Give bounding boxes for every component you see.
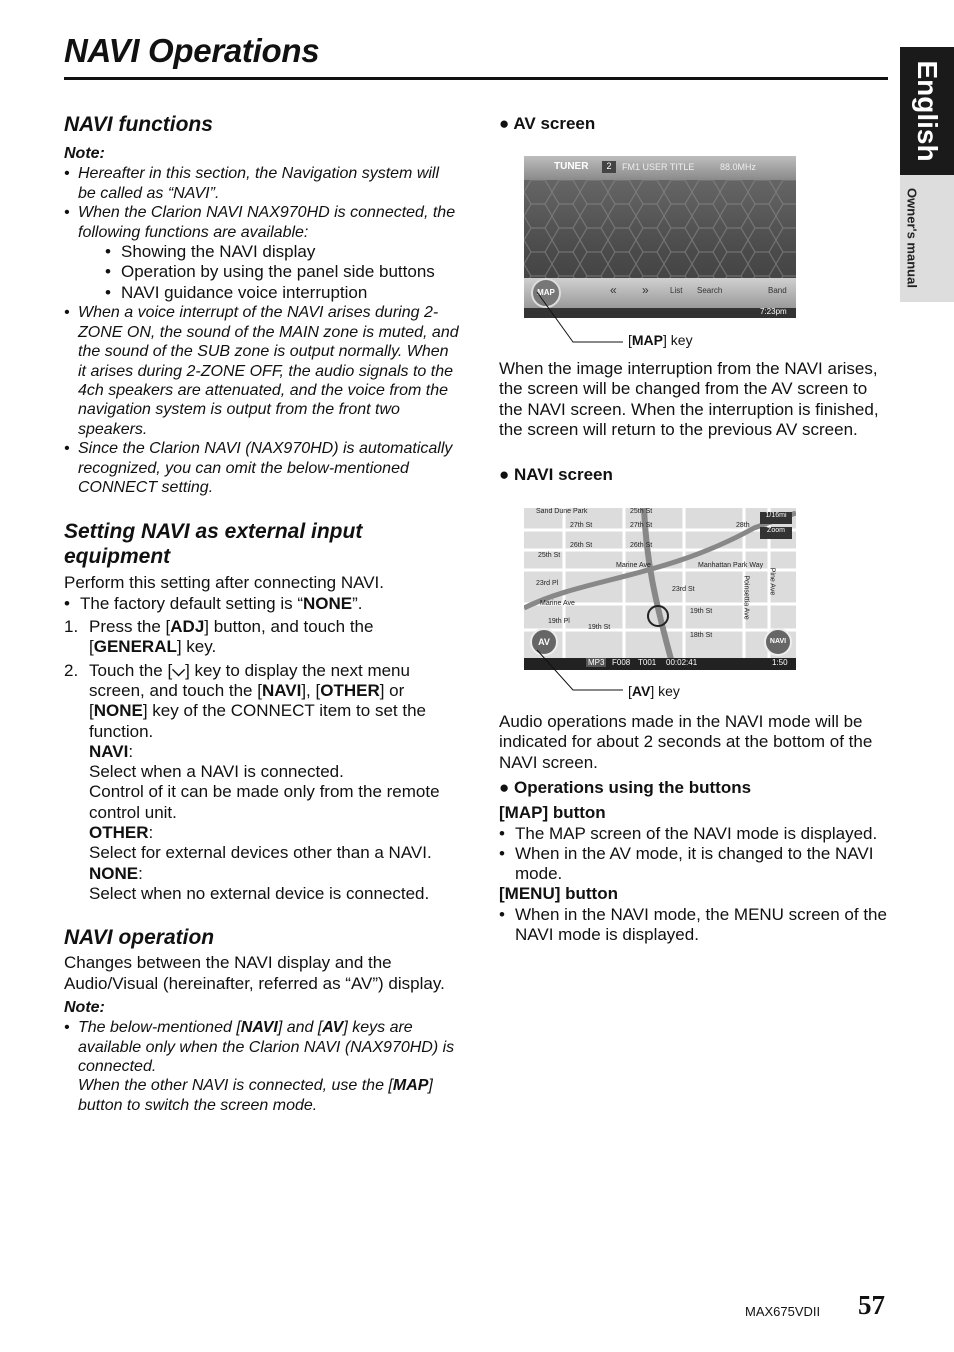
audio-ops-paragraph: Audio operations made in the NAVI mode will be indicated for about 2 seconds at the bottom of the NAVI screen.: [499, 712, 873, 772]
navi-screen-image: [524, 508, 796, 670]
owners-manual-label: Owner's manual: [904, 188, 920, 288]
list-item: • When in the NAVI mode, the MENU screen of the NAVI mode is displayed.: [499, 905, 891, 946]
note-list-3: [64, 1018, 460, 1115]
list-item: • Hereafter in this section, the Navigation system will be called as “NAVI”.: [64, 164, 460, 203]
street-label: 25th St: [538, 552, 561, 559]
street-label: Marine Ave: [616, 562, 651, 569]
navi-navi-button[interactable]: NAVI: [764, 628, 792, 656]
av-prev-button[interactable]: «: [610, 283, 617, 297]
street-label: 28th: [736, 522, 750, 529]
street-label: Pine Ave: [768, 567, 776, 596]
note-label-2: Note:: [64, 998, 105, 1016]
street-label: 23rd St: [672, 586, 695, 593]
zoom-button[interactable]: Zoom: [760, 527, 792, 539]
list-item: • NAVI guidance voice interruption: [105, 283, 460, 304]
navi-functions-heading: NAVI functions: [64, 113, 213, 136]
list-item: • When a voice interrupt of the NAVI arises during 2-ZONE ON, the sound of the MAIN zone is muted, and the sound of the SUB zone is output normally. When it arises during 2-ZONE OFF, the audio signals to the 4ch speakers are attenuated, and the voice from the navigation system is output from the front two speakers.: [64, 303, 460, 439]
status-folder: F008: [612, 658, 631, 667]
av-search-button[interactable]: Search: [697, 286, 723, 295]
step-1: 1. Press the [ADJ] button, and touch the [GENERAL] key.: [64, 617, 374, 657]
status-clock: 1:50: [772, 658, 788, 667]
option-other: OTHER:: [89, 823, 154, 843]
street-label: Manhattan Park Way: [698, 562, 764, 569]
street-label: 19th St: [690, 608, 713, 615]
note-label: Note:: [64, 145, 105, 162]
map-graphic: [524, 508, 796, 670]
menu-button-heading: [MENU] button: [499, 884, 618, 904]
operations-heading: ● Operations using the buttons: [499, 778, 752, 797]
av-frequency: 88.0MHz: [720, 162, 757, 172]
av-band-button[interactable]: Band: [768, 286, 787, 295]
street-label: 18th St: [690, 632, 713, 639]
street-label: 26th St: [570, 542, 593, 549]
av-list-button[interactable]: List: [670, 286, 683, 295]
setting-navi-heading: Setting NAVI as external input equipment: [64, 520, 363, 569]
list-item: • Operation by using the panel side buttons: [105, 262, 460, 283]
street-label: 23rd Pl: [536, 580, 559, 587]
street-label: Sand Dune Park: [536, 508, 588, 515]
street-label: 26th St: [630, 542, 653, 549]
language-tab-label: English: [912, 60, 943, 162]
option-navi: NAVI:: [89, 741, 134, 761]
option-navi-desc-2: Control of it can be made only from the remote control unit.: [89, 782, 440, 822]
option-none: NONE:: [89, 863, 143, 883]
street-label: Poinsettia Ave: [742, 575, 750, 620]
navi-screen-heading: ● NAVI screen: [499, 465, 613, 484]
status-source: MP3: [588, 658, 605, 667]
option-none-desc: Select when no external device is connected.: [89, 883, 430, 903]
street-label: 19th St: [588, 624, 611, 631]
note-list-2: [64, 303, 460, 497]
left-column: [64, 112, 460, 1115]
av-title-text: FM1 USER TITLE: [622, 162, 695, 172]
model-number: MAX675VDII: [745, 1304, 821, 1319]
av-key-callout-line: [535, 648, 625, 694]
map-button-heading: [MAP] button: [499, 803, 606, 823]
function-list: [64, 242, 460, 304]
av-screen-heading: ● AV screen: [499, 114, 596, 133]
map-key-callout-line: [535, 290, 625, 346]
navi-operation-heading: NAVI operation: [64, 926, 215, 950]
av-next-button[interactable]: »: [642, 283, 649, 297]
list-item: • Since the Clarion NAVI (NAX970HD) is automatically recognized, you can omit the below-mentioned CONNECT setting.: [64, 439, 460, 497]
double-chevron-down-icon: ⌵: [172, 660, 186, 680]
av-clock: 7:23pm: [760, 307, 787, 316]
street-label: Marine Ave: [540, 600, 575, 607]
av-preset-number: 2: [602, 161, 616, 173]
option-other-desc: Select for external devices other than a NAVI.: [89, 843, 432, 863]
note-list: [64, 164, 460, 242]
map-key-label: [MAP] key: [628, 332, 693, 348]
navi-operation-body: Changes between the NAVI display and the Audio/Visual (hereinafter, referred as “AV”) display.: [64, 953, 445, 993]
av-map-button[interactable]: MAP: [531, 278, 561, 308]
setting-intro: Perform this setting after connecting NAVI.: [64, 573, 384, 593]
street-label: 27th St: [570, 522, 593, 529]
default-list: [64, 594, 460, 614]
map-button-list: [499, 824, 891, 885]
street-label: 25th St: [630, 508, 653, 515]
list-item: • The factory default setting is “NONE”.: [64, 594, 460, 614]
menu-button-list: [499, 905, 891, 946]
list-item: • When in the AV mode, it is changed to the NAVI mode.: [499, 844, 891, 885]
page-title: NAVI Operations: [64, 32, 320, 69]
list-item: • Showing the NAVI display: [105, 242, 460, 263]
step-2: 2. Touch the [⌵] key to display the next menu screen, and touch the [NAVI], [OTHER] or [NONE] key of the CONNECT item to set the function. NAVI: Select when a NAVI is connected. Control of it can be made only from the remote control unit. OTHER: Select for external devices other than a NAVI. NONE: Select when no external device is connected.: [64, 661, 460, 905]
list-item: • When the Clarion NAVI NAX970HD is connected, the following functions are available:: [64, 203, 460, 242]
av-key-label: [AV] key: [628, 683, 680, 699]
title-rule: [64, 77, 888, 80]
list-item: • The MAP screen of the NAVI mode is displayed.: [499, 824, 891, 844]
status-track: T001: [638, 658, 657, 667]
status-time: 00:02:41: [666, 658, 698, 667]
map-scale: 1/16mi: [760, 512, 792, 524]
option-navi-desc: Select when a NAVI is connected.: [89, 762, 344, 782]
street-label: 19th Pl: [548, 618, 570, 625]
navi-av-button[interactable]: AV: [530, 628, 558, 656]
av-source-label: TUNER: [554, 161, 589, 172]
list-item: • The below-mentioned [NAVI] and [AV] keys are available only when the Clarion NAVI (NAX970HD) is connected. When the other NAVI is connected, use the [MAP] button to switch the screen mode.: [64, 1018, 460, 1115]
street-label: 27th St: [630, 522, 653, 529]
operations-section: [499, 778, 891, 945]
page-number: 57: [858, 1290, 885, 1320]
interrupt-paragraph: When the image interruption from the NAVI arises, the screen will be changed from the AV screen to the NAVI screen. When the interruption is finished, the screen will return to the previous AV screen.: [499, 359, 879, 439]
